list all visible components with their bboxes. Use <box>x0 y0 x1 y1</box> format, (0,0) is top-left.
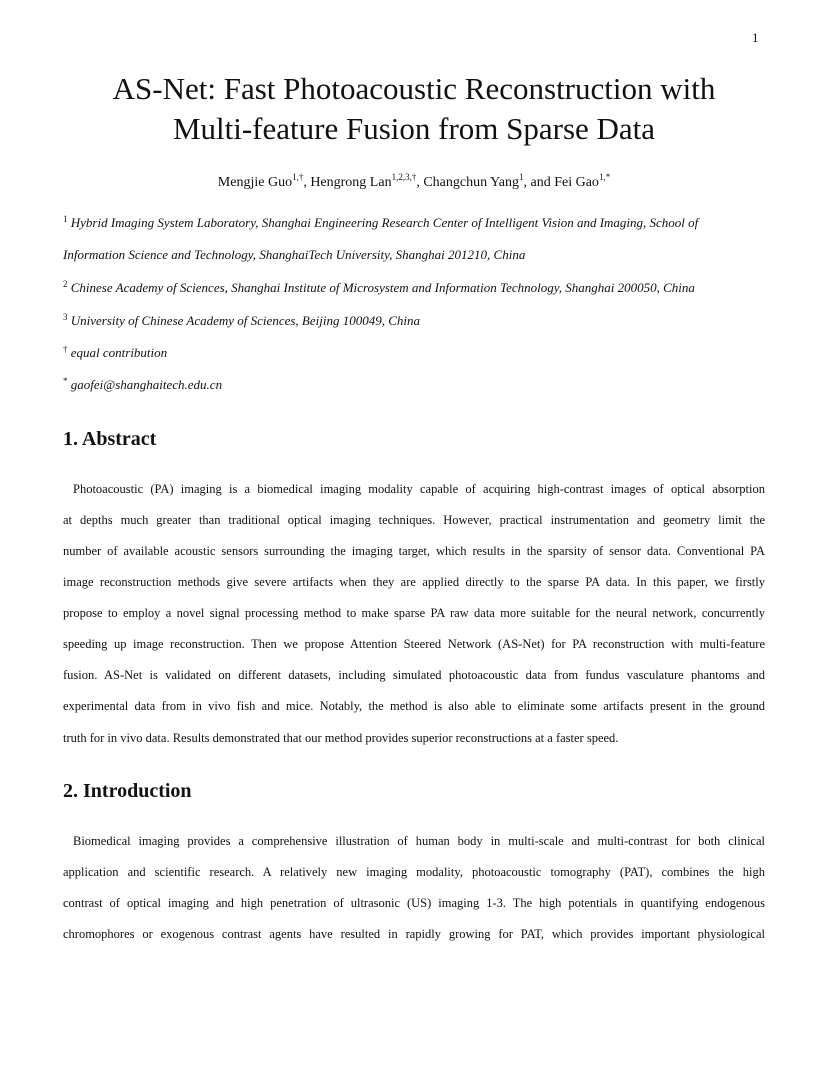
affiliation-mark: † <box>63 344 68 354</box>
equal-contribution-note <box>63 345 167 361</box>
author-separator: , <box>303 175 311 190</box>
affiliation-mark: 2 <box>63 279 68 289</box>
affiliation-3 <box>63 313 420 329</box>
author-affiliation-mark: 1,† <box>292 172 304 182</box>
introduction-line: Biomedical imaging provides a comprehensive illustration of human body in multi-scale and multi-contrast for both clinical <box>73 834 765 848</box>
abstract-line: Photoacoustic (PA) imaging is a biomedical imaging modality capable of acquiring high-contrast images of optical absorption <box>73 482 765 496</box>
section-heading-abstract: 1. Abstract <box>63 428 157 450</box>
author-affiliation-mark: 1 <box>519 172 524 182</box>
affiliation-text: Information Science and Technology, ShanghaiTech University, Shanghai 201210, China <box>63 247 526 262</box>
affiliation-text: University of Chinese Academy of Sciences, Beijing 100049, China <box>70 313 420 328</box>
author-affiliation-mark: 1,* <box>598 172 611 182</box>
affiliation-mark: 1 <box>63 214 68 224</box>
title-line: AS-Net: Fast Photoacoustic Reconstruction with <box>112 71 716 106</box>
abstract-line: truth for in vivo data. Results demonstrated that our method provides superior reconstructions at a faster speed. <box>63 731 619 745</box>
section-heading-introduction: 2. Introduction <box>63 780 192 802</box>
affiliation-text: Hybrid Imaging System Laboratory, Shanghai Engineering Research Center of Intelligent Vision and Imaging, School of <box>70 215 699 230</box>
affiliation-mark: 3 <box>63 312 68 322</box>
introduction-line: application and scientific research. A relatively new imaging modality, photoacoustic tomography (PAT), combines the high <box>63 865 765 879</box>
author-name: Changchun Yang <box>423 175 519 190</box>
author-name: Mengjie Guo <box>217 175 293 190</box>
affiliation-text: Chinese Academy of Sciences, Shanghai Institute of Microsystem and Information Technology, Shanghai 200050, China <box>70 280 695 295</box>
introduction-line: contrast of optical imaging and high penetration of ultrasonic (US) imaging 1-3. The high potentials in quantifying endogenous <box>63 896 765 910</box>
abstract-line: speeding up image reconstruction. Then we propose Attention Steered Network (AS-Net) for PA reconstruction with multi-feature <box>63 637 765 651</box>
author-name: Fei Gao <box>554 175 599 190</box>
author-separator: , and <box>523 175 555 190</box>
page-number: 1 <box>752 30 759 45</box>
affiliation-text: equal contribution <box>70 345 168 360</box>
affiliation-2 <box>63 280 695 296</box>
author-affiliation-mark: 1,2,3,† <box>391 172 417 182</box>
author-name: Hengrong Lan <box>310 175 392 190</box>
abstract-line: image reconstruction methods give severe artifacts when they are applied directly to the sparse PA data. In this paper, we firstly <box>63 575 765 589</box>
affiliation-text: gaofei@shanghaitech.edu.cn <box>70 377 223 392</box>
abstract-line: number of available acoustic sensors surrounding the imaging target, which results in the sparsity of sensor data. Conventional PA <box>63 544 765 558</box>
introduction-line: chromophores or exogenous contrast agents have resulted in rapidly growing for PAT, which provides important physiological <box>63 927 765 941</box>
author-separator: , <box>416 175 424 190</box>
author-list <box>0 172 828 191</box>
paper-title <box>0 69 828 149</box>
affiliation-mark: * <box>63 376 68 386</box>
corresponding-email <box>63 377 222 393</box>
title-line: Multi-feature Fusion from Sparse Data <box>172 111 656 146</box>
affiliation-1-continued <box>63 247 525 263</box>
affiliation-1 <box>63 215 698 231</box>
abstract-line: experimental data from in vivo fish and mice. Notably, the method is also able to eliminate some artifacts present in the ground <box>63 699 765 713</box>
abstract-line: at depths much greater than traditional optical imaging techniques. However, practical instrumentation and geometry limit the <box>63 513 765 527</box>
abstract-line: fusion. AS-Net is validated on different datasets, including simulated photoacoustic data from fundus vasculature phantoms and <box>63 668 765 682</box>
abstract-line: propose to employ a novel signal processing method to make sparse PA raw data more suitable for the neural network, concurrently <box>63 606 765 620</box>
